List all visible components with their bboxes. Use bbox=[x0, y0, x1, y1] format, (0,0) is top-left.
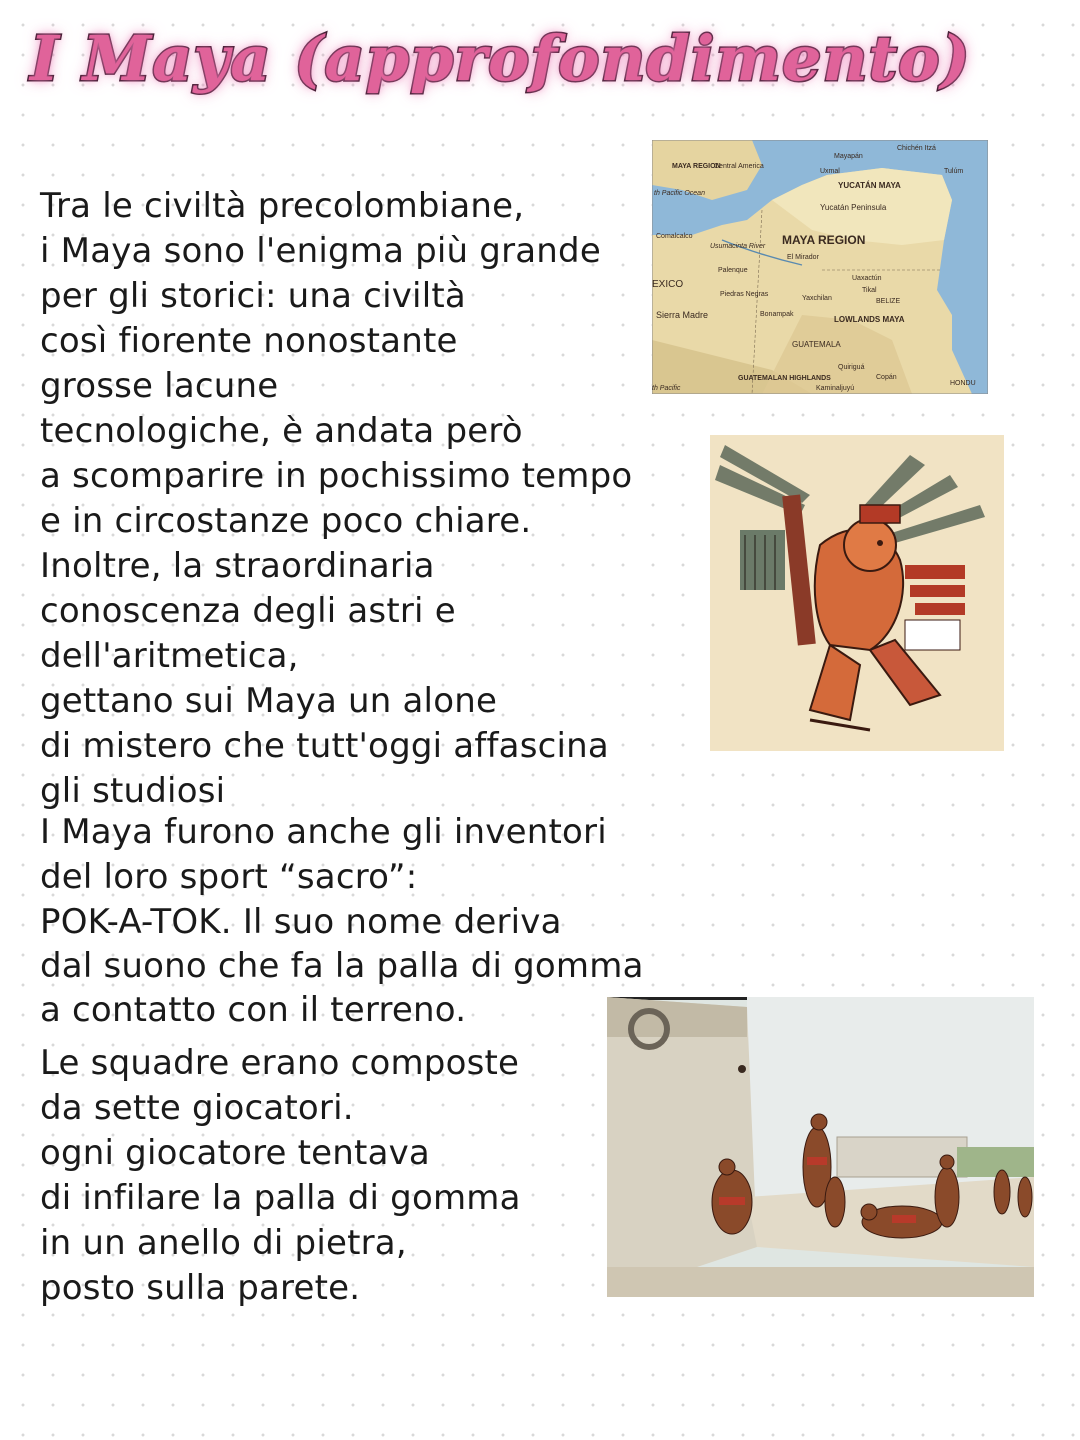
map-label: Kaminaljuyú bbox=[816, 385, 855, 392]
text-line: i Maya sono l'enigma più grande bbox=[40, 231, 601, 271]
text-line: da sette giocatori. bbox=[40, 1088, 354, 1128]
map-label: HONDU bbox=[950, 380, 976, 387]
text-line: a scomparire in pochissimo tempo bbox=[40, 456, 633, 496]
map-label: Quiriguá bbox=[838, 364, 865, 371]
pok-a-tok-ballgame-image bbox=[607, 997, 1034, 1297]
text-line: gli studiosi bbox=[40, 771, 226, 811]
text-line: ogni giocatore tentava bbox=[40, 1133, 430, 1173]
text-line: grosse lacune bbox=[40, 366, 279, 406]
text-line: dal suono che fa la palla di gomma bbox=[40, 946, 644, 986]
map-label: GUATEMALAN HIGHLANDS bbox=[738, 375, 831, 382]
text-line: I Maya furono anche gli inventori bbox=[40, 812, 607, 852]
map-label: Uaxactún bbox=[852, 275, 882, 282]
map-label: Yucatán Peninsula bbox=[820, 203, 887, 212]
map-label: El Mirador bbox=[787, 254, 819, 261]
text-line: dell'aritmetica, bbox=[40, 636, 299, 676]
map-label: Sierra Madre bbox=[656, 310, 709, 320]
map-label: GUATEMALA bbox=[792, 340, 841, 349]
map-label: th Pacific Ocean bbox=[654, 190, 705, 197]
text-line: Inoltre, la straordinaria bbox=[40, 546, 435, 586]
map-label: Yaxchilan bbox=[802, 295, 832, 302]
map-label: Chichén Itzá bbox=[897, 145, 936, 152]
map-label: Tikal bbox=[862, 287, 877, 294]
text-line: POK-A-TOK. Il suo nome deriva bbox=[40, 902, 562, 942]
text-line: a contatto con il terreno. bbox=[40, 990, 467, 1030]
map-label: EXICO bbox=[652, 279, 684, 290]
map-label: BELIZE bbox=[876, 298, 901, 305]
text-line: conoscenza degli astri e bbox=[40, 591, 456, 631]
text-line: Tra le civiltà precolombiane, bbox=[40, 186, 525, 226]
text-line: posto sulla parete. bbox=[40, 1268, 361, 1308]
text-line: tecnologiche, è andata però bbox=[40, 411, 523, 451]
map-label: Bonampak bbox=[760, 311, 794, 318]
map-label: Mayapán bbox=[834, 153, 863, 160]
maya-codex-warrior-image bbox=[710, 435, 1004, 751]
map-label: MAYA REGION bbox=[782, 233, 866, 247]
map-label: Palenque bbox=[718, 267, 748, 274]
map-label: Comalcalco bbox=[656, 233, 693, 240]
text-line: di mistero che tutt'oggi affascina bbox=[40, 726, 609, 766]
map-label: Usumacinta River bbox=[710, 243, 766, 250]
text-line: Le squadre erano composte bbox=[40, 1043, 520, 1083]
map-label: Tulúm bbox=[944, 168, 964, 175]
map-label: Uxmal bbox=[820, 168, 840, 175]
map-label: Piedras Negras bbox=[720, 291, 769, 298]
map-label: MAYA REGION bbox=[672, 163, 721, 170]
map-label: Central America bbox=[714, 163, 764, 170]
text-line: e in circostanze poco chiare. bbox=[40, 501, 532, 541]
map-label: th Pacific bbox=[652, 385, 681, 392]
map-label: Copán bbox=[876, 374, 897, 381]
map-label: LOWLANDS MAYA bbox=[834, 315, 905, 324]
text-line: gettano sui Maya un alone bbox=[40, 681, 498, 721]
text-line: in un anello di pietra, bbox=[40, 1223, 407, 1263]
text-line: di infilare la palla di gomma bbox=[40, 1178, 521, 1218]
maya-region-map bbox=[652, 140, 988, 394]
text-line: per gli storici: una civiltà bbox=[40, 276, 466, 316]
map-label: YUCATÁN MAYA bbox=[838, 181, 901, 190]
page-title: I Maya (approfondimento) bbox=[30, 22, 971, 95]
text-line: così fiorente nonostante bbox=[40, 321, 458, 361]
text-line: del loro sport “sacro”: bbox=[40, 857, 418, 897]
